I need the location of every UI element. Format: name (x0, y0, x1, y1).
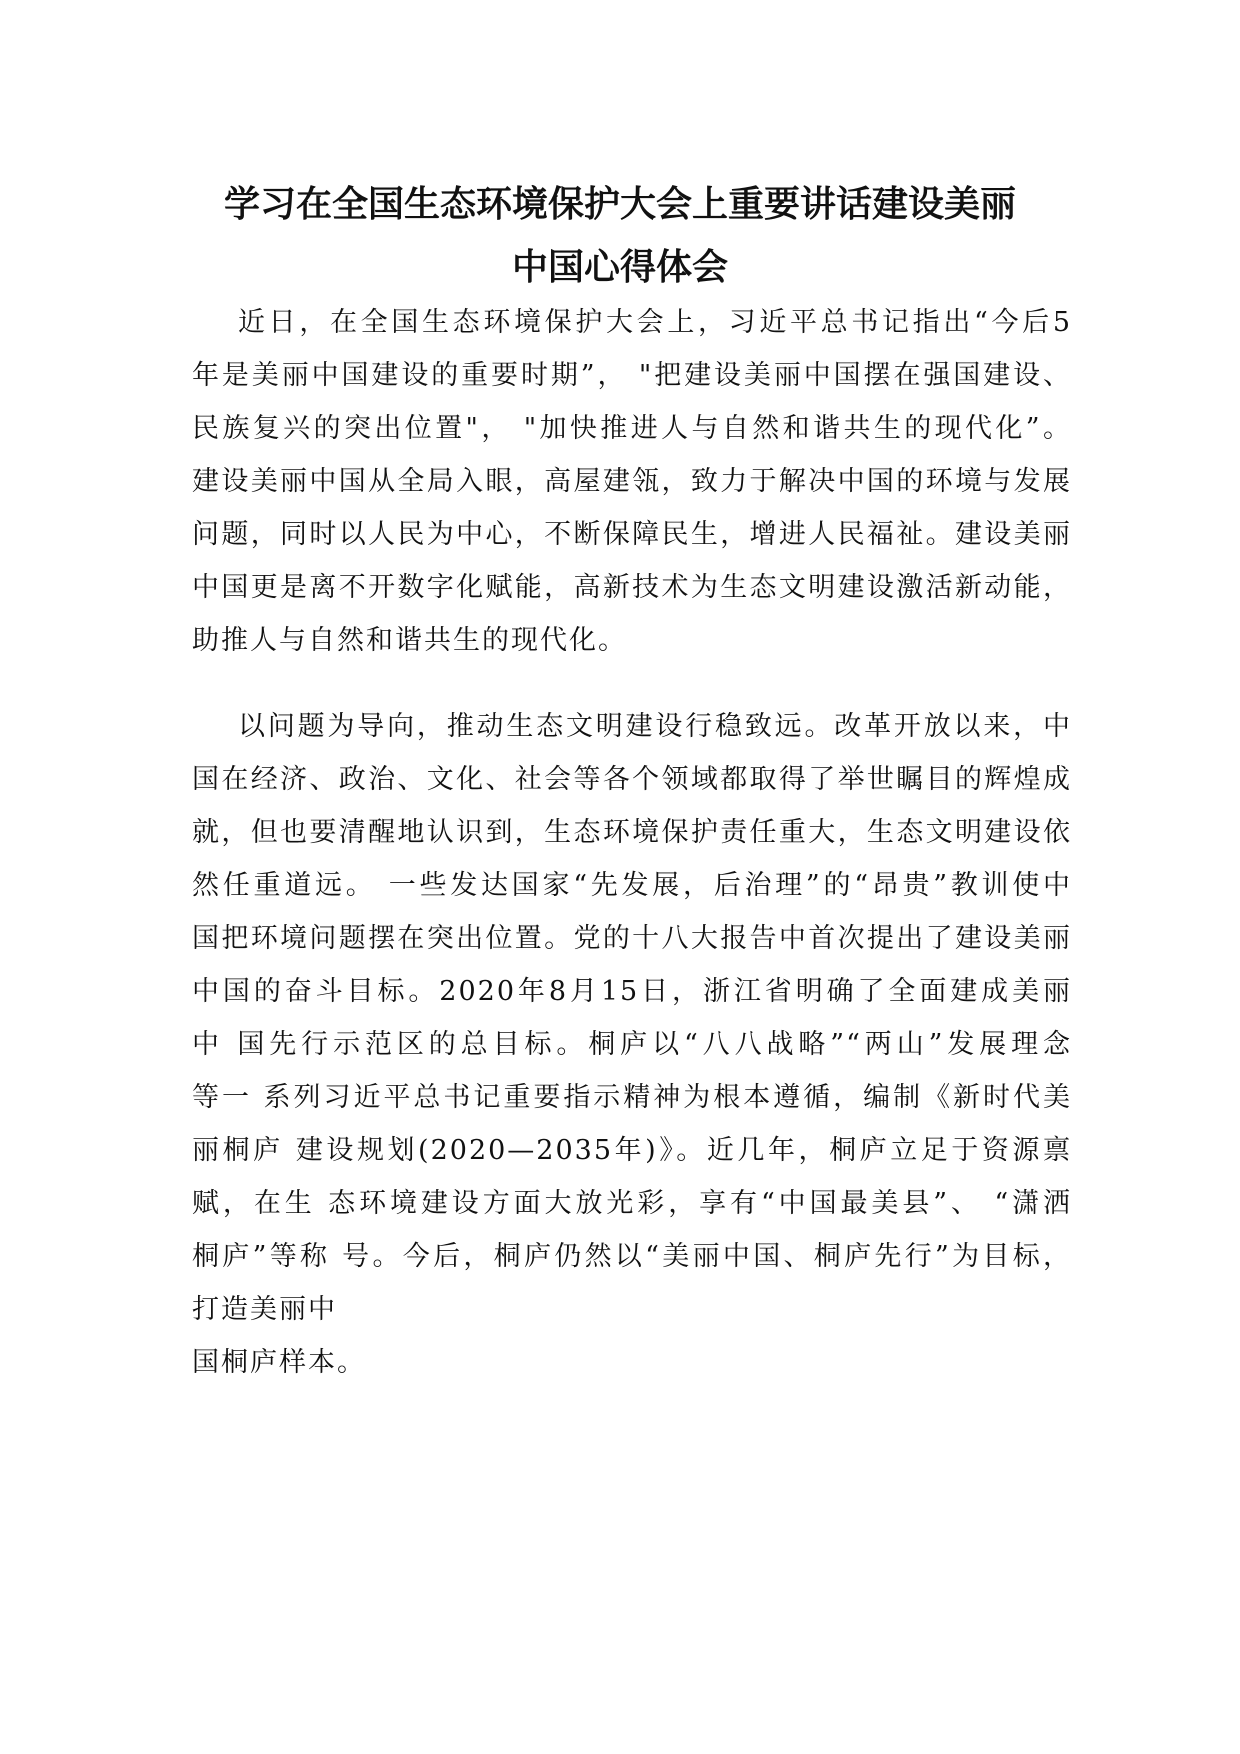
document-title-line-2: 中国心得体会 (511, 247, 728, 288)
paragraph-2-line: 桐庐”等称 号。今后，桐庐仍然以“美丽中国、桐庐先行”为目标， (192, 1241, 1072, 1272)
paragraph-2-line: 然任重道远。 一些发达国家“先发展，后治理”的“昂贵”教训使中 (192, 870, 1072, 901)
paragraph-1-line: 问题，同时以人民为中心，不断保障民生，增进人民福祉。建设美丽 (192, 519, 1072, 550)
paragraph-2-line: 国桐庐样本。 (192, 1347, 366, 1378)
paragraph-2-line: 就，但也要清醒地认识到，生态环境保护责任重大，生态文明建设依 (192, 817, 1072, 848)
paragraph-2-line: 中 国先行示范区的总目标。桐庐以“八八战略”“两山”发展理念 (192, 1029, 1072, 1060)
paragraph-1-line: 年是美丽中国建设的重要时期”， "把建设美丽中国摆在强国建设、 (192, 360, 1072, 391)
paragraph-2-line: 丽桐庐 建设规划(2020—2035年)》。近几年，桐庐立足于资源禀 (192, 1135, 1072, 1166)
paragraph-1-line: 中国更是离不开数字化赋能，高新技术为生态文明建设激活新动能， (192, 572, 1072, 603)
document-title-line-1: 学习在全国生态环境保护大会上重要讲话建设美丽 (223, 184, 1016, 225)
paragraph-2-line: 以问题为导向，推动生态文明建设行稳致远。改革开放以来，中 (238, 711, 1072, 742)
paragraph-2-line: 中国的奋斗目标。2020年8月15日，浙江省明确了全面建成美丽 (192, 976, 1072, 1007)
paragraph-2-line: 赋，在生 态环境建设方面大放光彩，享有“中国最美县”、 “潇洒 (192, 1188, 1072, 1219)
paragraph-2-line: 国在经济、政治、文化、社会等各个领域都取得了举世瞩目的辉煌成 (192, 764, 1072, 795)
paragraph-2-line: 等一 系列习近平总书记重要指示精神为根本遵循，编制《新时代美 (192, 1082, 1072, 1113)
paragraph-1-line: 近日，在全国生态环境保护大会上，习近平总书记指出“今后5 (238, 307, 1072, 338)
paragraph-2-line: 国把环境问题摆在突出位置。党的十八大报告中首次提出了建设美丽 (192, 923, 1072, 954)
paragraph-1-line: 助推人与自然和谐共生的现代化。 (192, 625, 627, 656)
paragraph-1-line: 建设美丽中国从全局入眼，高屋建瓴，致力于解决中国的环境与发展 (192, 466, 1072, 497)
paragraph-1-line: 民族复兴的突出位置"， "加快推进人与自然和谐共生的现代化”。 (192, 413, 1072, 444)
paragraph-2-line: 打造美丽中 (192, 1294, 337, 1325)
